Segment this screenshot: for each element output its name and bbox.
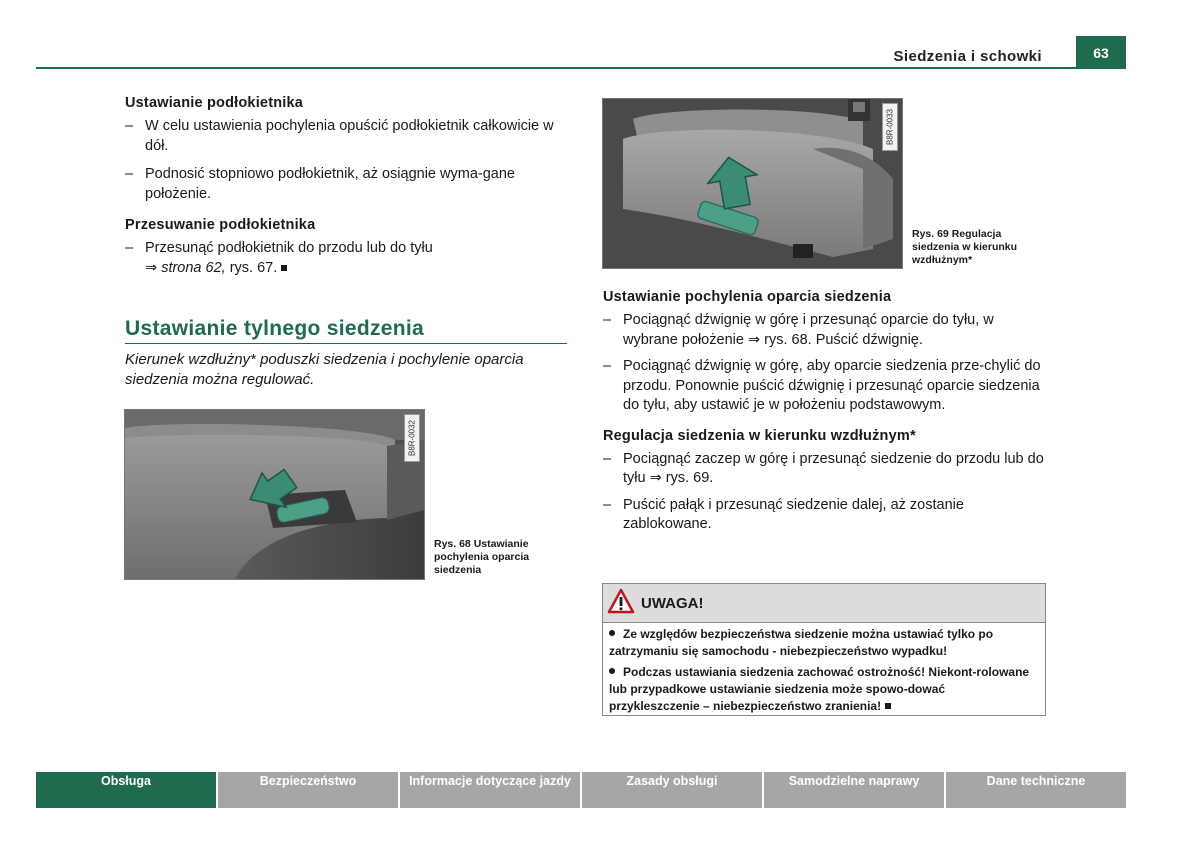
list-item: – W celu ustawienia pochylenia opuścić podłokietnik całkowicie w dół. [125, 117, 555, 156]
nav-tab-informacje-jazdy[interactable]: Informacje dotyczące jazdy [400, 772, 580, 808]
armrest-tilt-title: Ustawianie podłokietnika [125, 95, 304, 111]
bullet-icon [609, 668, 615, 674]
header-rule [36, 67, 1126, 69]
right-column [603, 289, 1045, 535]
figure-reference-link[interactable]: rys. 67. [229, 259, 278, 276]
intro-text: Kierunek wzdłużny* poduszki siedzenia i pochylenie oparcia siedzenia można regulować. [125, 351, 524, 388]
bullet-icon [609, 630, 615, 636]
armrest-slide-title: Przesuwanie podłokietnika [125, 217, 316, 233]
list-item: – Przesunąć podłokietnik do przodu lub do tyłu ⇒ strona 62, rys. 67. [125, 240, 433, 276]
figure-69-caption: Rys. 69 Regulacja siedzenia w kierunku wzdłużnym* [912, 228, 1018, 266]
figure-68-caption: Rys. 68 Ustawianie pochylenia oparcia siedzenia [434, 538, 530, 576]
nav-tab-samodzielne-naprawy[interactable]: Samodzielne naprawy [764, 772, 944, 808]
longitudinal-title: Regulacja siedzenia w kierunku wzdłużnym* [603, 427, 916, 444]
backrest-title: Ustawianie pochylenia oparcia siedzenia [603, 289, 892, 305]
warning-title: UWAGA! [641, 594, 704, 612]
figure-code: B8R-0033 [882, 103, 898, 151]
list-item: – Pociągnąć dźwignię w górę i przesunąć oparcie do tyłu, w wybrane położenie ⇒ rys. 68. Puścić dźwignię. [603, 311, 1045, 350]
section-title: Siedzenia i schowki [893, 48, 1042, 65]
seat-backrest-illustration [125, 410, 424, 579]
figure-68-image [124, 409, 425, 580]
list-item-text: Puścić pałąk i przesunąć siedzenie dalej, aż zostanie zablokowane. [623, 496, 964, 532]
list-item-text: Pociągnąć dźwignię w górę i przesunąć oparcie do tyłu, w wybrane położenie ⇒ rys. 68. Puścić dźwignię. [623, 312, 994, 348]
figure-code: B8R-0032 [404, 414, 420, 462]
figure-69-image [602, 98, 903, 269]
list-item-text: Pociągnąć zaczep w górę i przesunąć siedzenie do przodu lub do tyłu ⇒ rys. 69. [623, 450, 1044, 486]
warning-box [602, 583, 1046, 716]
list-item: – Puścić pałąk i przesunąć siedzenie dalej, aż zostanie zablokowane. [603, 496, 1045, 535]
end-mark-icon [281, 265, 287, 271]
footer-nav [36, 772, 1126, 808]
main-heading: Ustawianie tylnego siedzenia [125, 317, 424, 340]
heading-rule [125, 343, 567, 344]
list-item: – Pociągnąć zaczep w górę i przesunąć siedzenie do przodu lub do tyłu ⇒ rys. 69. [603, 450, 1045, 489]
nav-tab-zasady-obslugi[interactable]: Zasady obsługi [582, 772, 762, 808]
warning-triangle-icon [607, 588, 635, 619]
list-item-text: W celu ustawienia pochylenia opuścić podłokietnik całkowicie w dół. [145, 118, 554, 154]
seat-cushion-illustration [603, 99, 902, 268]
list-item-text: Podnosić stopniowo podłokietnik, aż osiągnie wyma-gane położenie. [145, 166, 515, 202]
page-number: 63 [1076, 36, 1126, 69]
nav-tab-bezpieczenstwo[interactable]: Bezpieczeństwo [218, 772, 398, 808]
list-item: – Pociągnąć dźwignię w górę, aby oparcie siedzenia prze-chylić do przodu. Ponownie puścić dźwignię i przesunąć oparcie siedzenia do tyłu, aby ustawić je w położeniu podstawowym. [603, 357, 1045, 416]
warning-item: Ze względów bezpieczeństwa siedzenie można ustawiać tylko po zatrzymaniu się samochodu - niebezpieczeństwo wypadku! [609, 627, 994, 658]
list-item-text: Pociągnąć dźwignię w górę, aby oparcie siedzenia prze-chylić do przodu. Ponownie puścić dźwignię i przesunąć oparcie siedzenia do tyłu, aby ustawić je w położeniu podstawowym. [623, 358, 1041, 413]
page-reference-link[interactable]: strona 62, [161, 259, 226, 276]
end-mark-icon [885, 703, 891, 709]
nav-tab-dane-techniczne[interactable]: Dane techniczne [946, 772, 1126, 808]
warning-item: Podczas ustawiania siedzenia zachować ostrożność! Niekont-rolowane lub przypadkowe ustawianie siedzenia może spowo-dować przykleszczenie – niebezpieczeństwo zranienia! [609, 665, 1030, 713]
list-item: – Podnosić stopniowo podłokietnik, aż osiągnie wyma-gane położenie. [125, 165, 555, 204]
list-item-text: Przesunąć podłokietnik do przodu lub do tyłu [145, 240, 433, 256]
reference-arrow: ⇒ [145, 259, 158, 276]
nav-tab-obsluga[interactable]: Obsługa [36, 772, 216, 808]
warning-header [603, 584, 1045, 623]
left-column-armrest [125, 95, 555, 278]
